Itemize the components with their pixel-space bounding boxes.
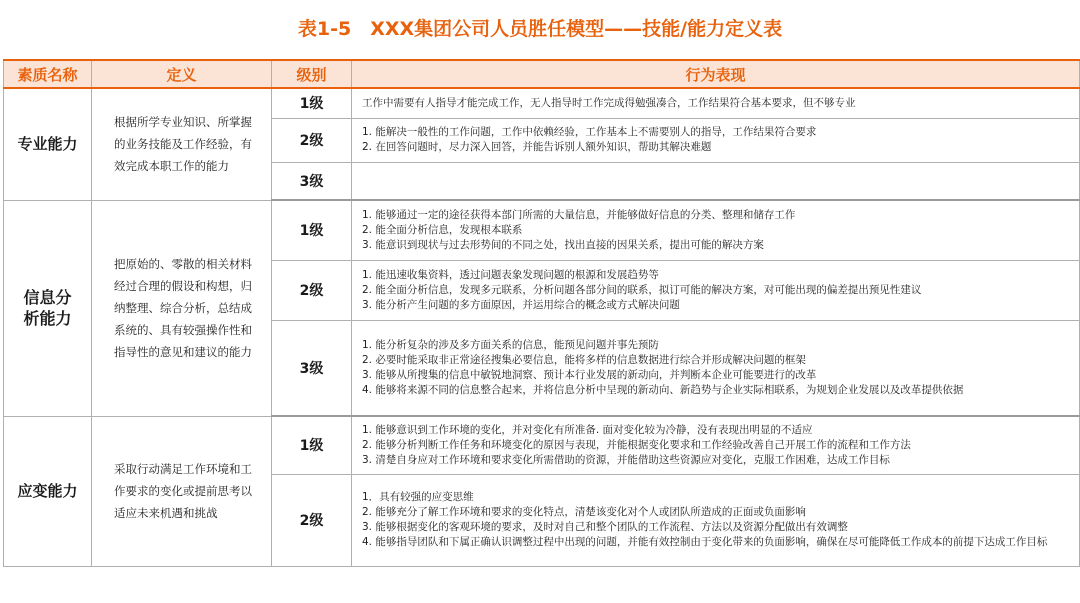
behavior-cell xyxy=(352,200,1080,260)
behavior-item: 2. 能够充分了解工作环境和要求的变化特点，清楚该变化对个人或团队所造成的正面或负面影响 xyxy=(362,506,806,518)
behavior-item: 1. 能解决一般性的工作问题，工作中依赖经验，工作基本上不需要别人的指导，工作结果符合要求 xyxy=(362,126,817,138)
behavior-item: 3. 清楚自身应对工作环境和要求变化所需借助的资源，并能借助这些资源应对变化，克服工作困难，达成工作目标 xyxy=(362,453,890,466)
level-label: 3级 xyxy=(272,320,352,416)
behavior-item: 3. 能分析产生问题的多方面原因，并运用综合的概念或方式解决问题 xyxy=(362,298,680,311)
competency-name-text: 信息分析能力 xyxy=(23,288,72,328)
behavior-cell xyxy=(352,118,1080,162)
table-row xyxy=(4,200,1080,260)
behavior-item: 3. 能够从所搜集的信息中敏锐地洞察、预计本行业发展的新动向，并判断本企业可能要进行的改革 xyxy=(362,368,817,381)
header-level: 级别 xyxy=(272,60,352,88)
behavior-item: 工作中需要有人指导才能完成工作，无人指导时工作完成得勉强凑合，工作结果符合基本要求，但不够专业 xyxy=(362,96,856,109)
competency-table xyxy=(3,59,1080,567)
level-label: 2级 xyxy=(272,118,352,162)
header-name: 素质名称 xyxy=(4,60,92,88)
table-row xyxy=(4,416,1080,474)
behavior-item: 2. 能全面分析信息，发现根本联系 xyxy=(362,223,523,236)
header-definition: 定义 xyxy=(92,60,272,88)
header-behavior: 行为表现 xyxy=(352,60,1080,88)
level-label: 2级 xyxy=(272,260,352,320)
behavior-item: 3. 能够根据变化的客观环境的要求，及时对自己和整个团队的工作流程、方法以及资源分配做出有效调整 xyxy=(362,521,848,533)
header-row xyxy=(4,60,1080,88)
table-title: 表1-5 XXX集团公司人员胜任模型——技能/能力定义表 xyxy=(297,18,783,40)
behavior-item: 1. 能够通过一定的途径获得本部门所需的大量信息，并能够做好信息的分类、整理和储存工作 xyxy=(362,208,796,221)
behavior-item: 1．具有较强的应变思维 xyxy=(362,491,474,503)
behavior-cell xyxy=(352,416,1080,474)
level-label: 2级 xyxy=(272,474,352,566)
competency-name: 专业能力 xyxy=(4,88,92,200)
behavior-item: 1. 能分析复杂的涉及多方面关系的信息，能预见问题并事先预防 xyxy=(362,338,659,351)
table-row xyxy=(4,88,1080,118)
behavior-cell xyxy=(352,474,1080,566)
behavior-cell xyxy=(352,162,1080,200)
competency-definition: 根据所学专业知识、所掌握的业务技能及工作经验，有效完成本职工作的能力 xyxy=(92,88,272,200)
behavior-item: 3. 能意识到现状与过去形势间的不同之处，找出直接的因果关系，提出可能的解决方案 xyxy=(362,238,764,251)
behavior-item: 2. 在回答问题时，尽力深入回答，并能告诉别人额外知识，帮助其解决难题 xyxy=(362,141,712,153)
level-label: 3级 xyxy=(272,162,352,200)
competency-definition: 采取行动满足工作环境和工作要求的变化或提前思考以适应未来机遇和挑战 xyxy=(92,416,272,566)
behavior-item: 1. 能够意识到工作环境的变化，并对变化有所准备. 面对变化较为冷静，没有表现出明显的不适应 xyxy=(362,423,813,436)
behavior-item: 2. 能全面分析信息，发现多元联系，分析问题各部分间的联系，拟订可能的解决方案，对可能出现的偏差提出预见性建议 xyxy=(362,283,922,296)
level-label: 1级 xyxy=(272,200,352,260)
behavior-item: 2. 能够分析判断工作任务和环境变化的原因与表现，并能根据变化要求和工作经验改善自己开展工作的流程和工作方法 xyxy=(362,438,911,451)
level-label: 1级 xyxy=(272,416,352,474)
competency-definition: 把原始的、零散的相关材料经过合理的假设和构想，归纳整理、综合分析，总结成系统的、具有较强操作性和指导性的意见和建议的能力 xyxy=(92,200,272,416)
competency-name: 应变能力 xyxy=(4,416,92,566)
competency-name xyxy=(4,200,92,416)
behavior-cell xyxy=(352,320,1080,416)
behavior-cell xyxy=(352,260,1080,320)
behavior-item: 1. 能迅速收集资料，透过问题表象发现问题的根源和发展趋势等 xyxy=(362,268,659,281)
behavior-item: 2. 必要时能采取非正常途径搜集必要信息，能将多样的信息数据进行综合并形成解决问题的框架 xyxy=(362,353,806,366)
behavior-cell xyxy=(352,88,1080,118)
behavior-item: 4. 能够指导团队和下属正确认识调整过程中出现的问题，并能有效控制由于变化带来的负面影响，确保在尽可能降低工作成本的前提下达成工作目标 xyxy=(362,536,1048,548)
level-label: 1级 xyxy=(272,88,352,118)
behavior-item: 4. 能够将来源不同的信息整合起来，并将信息分析中呈现的新动向、新趋势与企业实际相联系，为规划企业发展以及改革提供依据 xyxy=(362,383,964,396)
